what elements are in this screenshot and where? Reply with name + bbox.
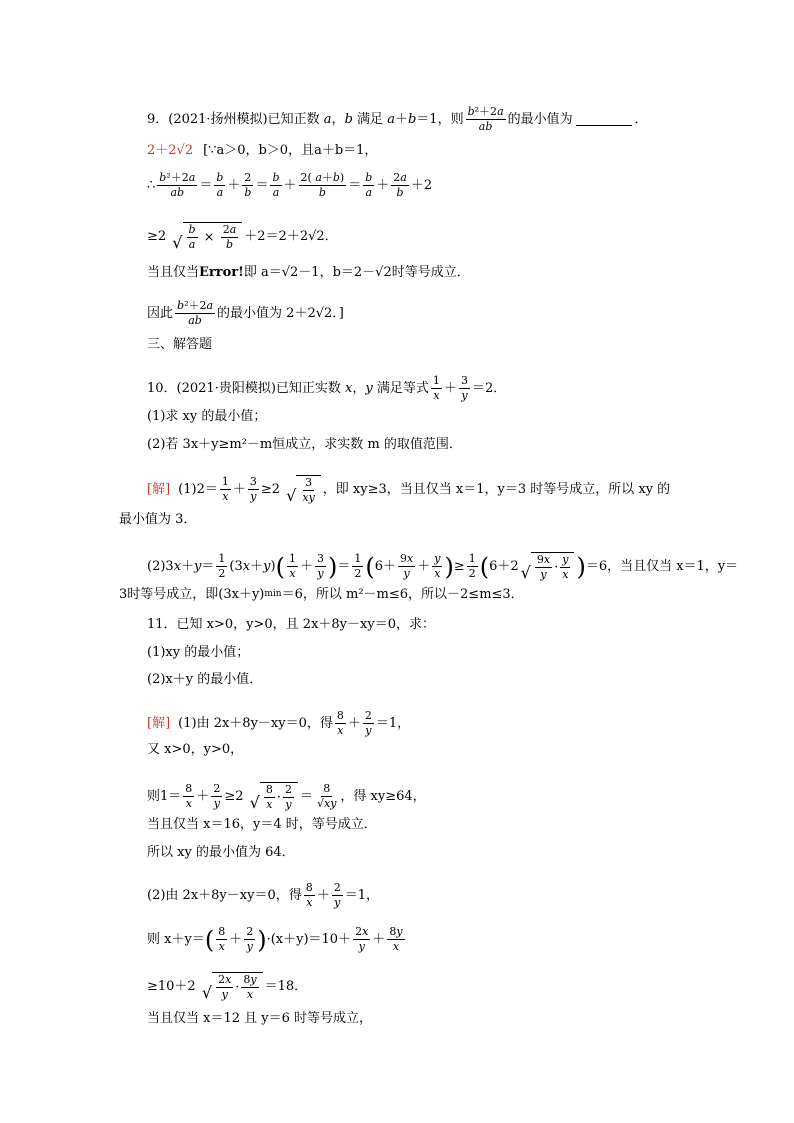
q9-derivation-2: ≥2 √ $\frac{b}{a}$ × $\frac{2a}{b}$ ＋2＝2＋2√2．: [147, 223, 338, 253]
q11-solution-1: [解] (1)由 2x＋8y－xy＝0，得 $\frac{8}{x}$ ＋ $\frac{2}{y}$ ＝1，: [147, 709, 411, 738]
q10-solution-1-wrap: 最小值为 3．: [119, 512, 197, 527]
q11-stem: 11．已知 x>0，y>0，且 2x＋8y－xy＝0，求：: [147, 617, 435, 632]
q9-stem: 9．(2021·扬州模拟)已知正数 a ， b 满足 a ＋ b ＝1， 则 $\frac{\text{b²＋2a}}{ab}$ 的最小值为 ．: [147, 105, 648, 134]
q11-solution-9: 当且仅当 x＝12 且 y＝6 时等号成立，: [147, 1011, 373, 1026]
solution-label: [解]: [147, 482, 171, 498]
q11-solution-6: (2)由 2x＋8y－xy＝0，得 $\frac{8}{x}$ ＋ $\frac{2}{y}$ ＝1，: [147, 881, 380, 910]
q10-solution-2-wrap: 3时等号成立，即(3x＋y) min ＝6，所以 m²－m≤6，所以－2≤m≤3．: [119, 587, 524, 602]
q11-solution-2: 又 x>0，y>0，: [147, 742, 244, 757]
q11-solution-4: 当且仅当 x＝16，y＝4 时，等号成立．: [147, 817, 377, 832]
solution-label: [解]: [147, 716, 171, 732]
q11-solution-7: 则 x＋y＝ ( $\frac{8}{x}$ ＋ $\frac{2}{y}$ ) ·(x＋y)＝10＋ $\frac{2x}{y}$ ＋ $\frac{8y}{x}$: [147, 925, 403, 954]
q9-answer-line: 2＋2√2 [∵a＞0，b＞0，且a＋b＝1，: [147, 143, 378, 158]
q11-solution-3: 则 1＝ $\frac{8}{x}$ ＋ $\frac{2}{y}$ ≥2 √ $\frac{8}{x}$ · $\frac{2}{y}$ ＝ $\frac{8}{√xy}$ ，得 xy≥64，: [147, 782, 426, 813]
section-heading: 三、解答题: [147, 337, 213, 352]
q9-equality: 当且仅当 Error! 即 a＝√2－1，b＝2－√2时等号成立．: [147, 265, 470, 280]
q11-solution-8: ≥10＋2 √ $\frac{2x}{y}$ · $\frac{8y}{x}$ ＝18．: [147, 973, 308, 1003]
q10-part1: (1)求 xy 的最小值；: [147, 409, 267, 424]
answer-blank: [576, 113, 632, 126]
q10-solution-2: (2)3 x ＋ y ＝ $\frac{1}{2}$ (3 x ＋ y ) ( $\frac{1}{x}$ ＋ $\frac{3}{y}$ ) ＝ $\frac{1}{2}$ ( 6＋ $\frac{9x}{y}$ ＋ $\frac{y}{x}$ ) ≥ $\frac{1}{2}$ ( 6＋2 √ $\frac{9x}{y}$ · $\frac{y}{x}$ ) ＝6，当且仅当 x＝1，y＝: [147, 552, 739, 583]
q10-part2: (2)若 3x＋y≥m²－m恒成立，求实数 m 的取值范围．: [147, 437, 462, 452]
q9-conclusion: 因此 $\frac{\text{b²＋2a}}{ab}$ 的最小值为 2＋2√2．]: [147, 299, 344, 328]
q9-derivation-1: ∴ $\frac{\text{b²＋2a}}{ab}$ ＝ $\frac{b}{a}$ ＋ $\frac{2}{b}$ ＝ $\frac{b}{a}$ ＋ $\frac{2( a+b)}{b}$ ＝ $\frac{b}{a}$ ＋ $\frac{2a}{b}$ ＋2: [147, 171, 433, 200]
q10-stem: 10．(2021·贵阳模拟)已知正实数 x ， y 满足等式 $\frac{1}{x}$ ＋ $\frac{3}{y}$ ＝2．: [147, 374, 507, 403]
q9-answer: 2＋2√2: [147, 143, 194, 158]
q11-part1: (1)xy 的最小值；: [147, 645, 250, 660]
q11-solution-5: 所以 xy 的最小值为 64．: [147, 845, 295, 860]
fraction: $\frac{\text{b²＋2a}}{ab}$: [467, 105, 504, 134]
q10-solution-1: [解] (1)2＝ $\frac{1}{x}$ ＋ $\frac{3}{y}$ ≥2 √ $\frac{3}{xy}$ ，即 xy≥3，当且仅当 x＝1，y＝3 时等号成立，所以 xy 的: [147, 475, 671, 506]
q11-part2: (2)x＋y 的最小值．: [147, 672, 263, 687]
